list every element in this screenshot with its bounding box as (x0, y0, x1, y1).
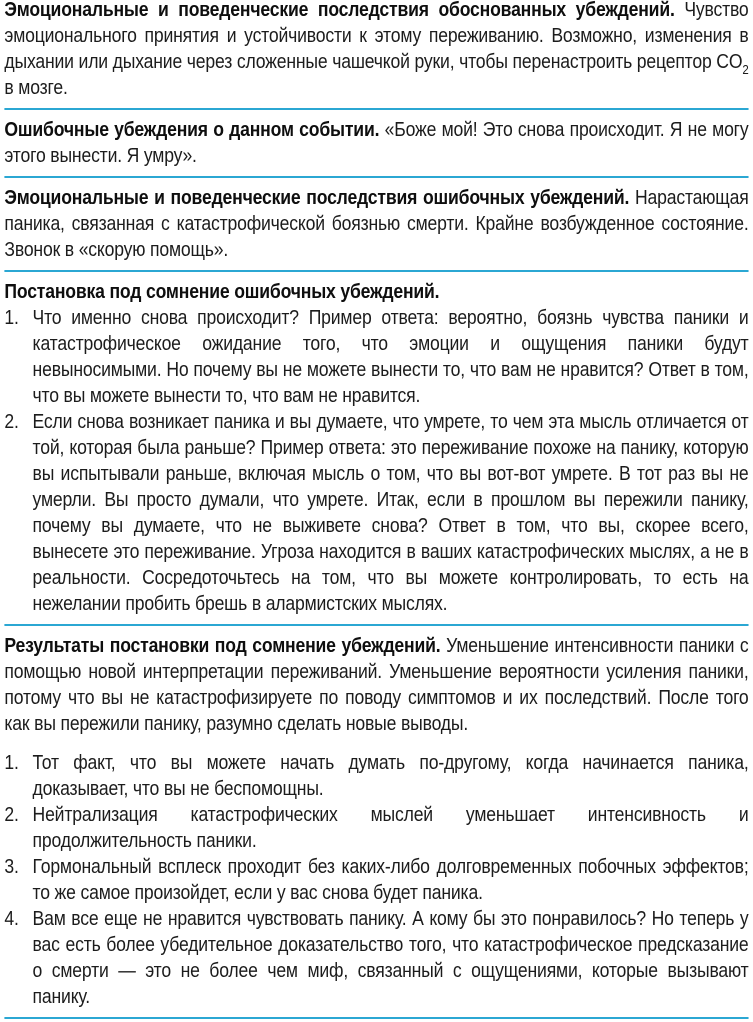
list-item-number: 2. (4, 411, 19, 433)
challenge-results-list (4, 750, 748, 1010)
bottom-divider (4, 1017, 748, 1019)
section-heading: Результаты постановки под сомнение убеждений. (4, 635, 441, 657)
section-body: Нарастающая паника, связанная с катастрофической боязнью смерти. Крайне возбужденное состояние. Звонок в «скорую помощь». (4, 187, 749, 261)
section-erroneous-belief-consequences (4, 185, 748, 263)
section-body: Чувство эмоционального принятия и устойчивости к этому переживанию. Возможно, изменения в дыхании или дыхание через сложенные чашечкой руки, чтобы перенастроить рецептор CO (4, 0, 749, 73)
section-divider (4, 270, 748, 272)
list-item-text: Нейтрализация катастрофических мыслей уменьшает интенсивность и продолжительность паники. (32, 804, 749, 852)
list-item (4, 305, 748, 409)
list-item-text: Гормональный всплеск проходит без каких-либо долговременных побочных эффектов; то же самое произойдет, если у вас снова будет паника. (32, 856, 749, 904)
section-divider (4, 624, 748, 626)
section-valid-belief-consequences (4, 0, 748, 101)
list-item (4, 906, 748, 1010)
list-item-text: Если снова возникает паника и вы думаете, что умрете, то чем эта мысль отличается от той, которая была раньше? Пример ответа: это переживание похоже на панику, которую вы испытывали раньше, включая мысль о том, что вы вот-вот умрете. В тот раз вы не умерли. Вы просто думали, что умрете. Итак, если в прошлом вы пережили панику, почему вы думаете, что не выживете снова? Ответ в том, что вы, скорее всего, вынесете это переживание. Угроза находится в ваших катастрофических мыслях, а не в реальности. Сосредоточьтесь на том, что вы можете контролировать, то есть на нежелании пробить брешь в алармистских мыслях. (32, 411, 749, 615)
section-divider (4, 108, 748, 110)
section-body: Уменьшение интенсивности паники с помощью новой интерпретации переживаний. Уменьшение вероятности усиления паники, потому что вы не катастрофизируете по поводу симптомов и их последствий. После того как вы пережили панику, разумно сделать новые выводы. (4, 635, 749, 735)
section-body: «Боже мой! Это снова происходит. Я не могу этого вынести. Я умру». (4, 119, 749, 167)
section-heading: Эмоциональные и поведенческие последствия обоснованных убеждений. (4, 0, 675, 21)
list-item-text: Что именно снова происходит? Пример ответа: вероятно, боязнь чувства паники и катастрофическое ожидание того, что эмоции и ощущения паники будут невыносимыми. Но почему вы не можете вынести то, что вам не нравится? Ответ в том, что вы можете вынести то, что вам не нравится. (32, 307, 749, 407)
section-heading: Ошибочные убеждения о данном событии. (4, 119, 380, 141)
section-heading: Эмоциональные и поведенческие последствия ошибочных убеждений. (4, 187, 630, 209)
list-item (4, 409, 748, 617)
list-item-number: 1. (4, 752, 19, 774)
challenging-beliefs-list (4, 305, 748, 617)
list-item (4, 854, 748, 906)
list-item-number: 1. (4, 307, 19, 329)
list-item-text: Вам все еще не нравится чувствовать панику. А кому бы это понравилось? Но теперь у вас есть более убедительное доказательство того, что катастрофическое предсказание о смерти — это не более чем миф, связанный с ощущениями, которые вызывают панику. (32, 908, 749, 1008)
section-erroneous-beliefs (4, 117, 748, 169)
list-item (4, 750, 748, 802)
section-body-end: в мозге. (4, 77, 68, 99)
list-item-text: Тот факт, что вы можете начать думать по-другому, когда начинается паника, доказывает, что вы не беспомощны. (32, 752, 749, 800)
list-item (4, 802, 748, 854)
section-challenging-beliefs-heading: Постановка под сомнение ошибочных убеждений. (4, 281, 440, 303)
section-challenge-results (4, 633, 748, 737)
co2-subscript: 2 (742, 62, 749, 77)
list-item-number: 2. (4, 804, 19, 826)
list-item-number: 4. (4, 908, 19, 930)
list-item-number: 3. (4, 856, 19, 878)
section-divider (4, 176, 748, 178)
